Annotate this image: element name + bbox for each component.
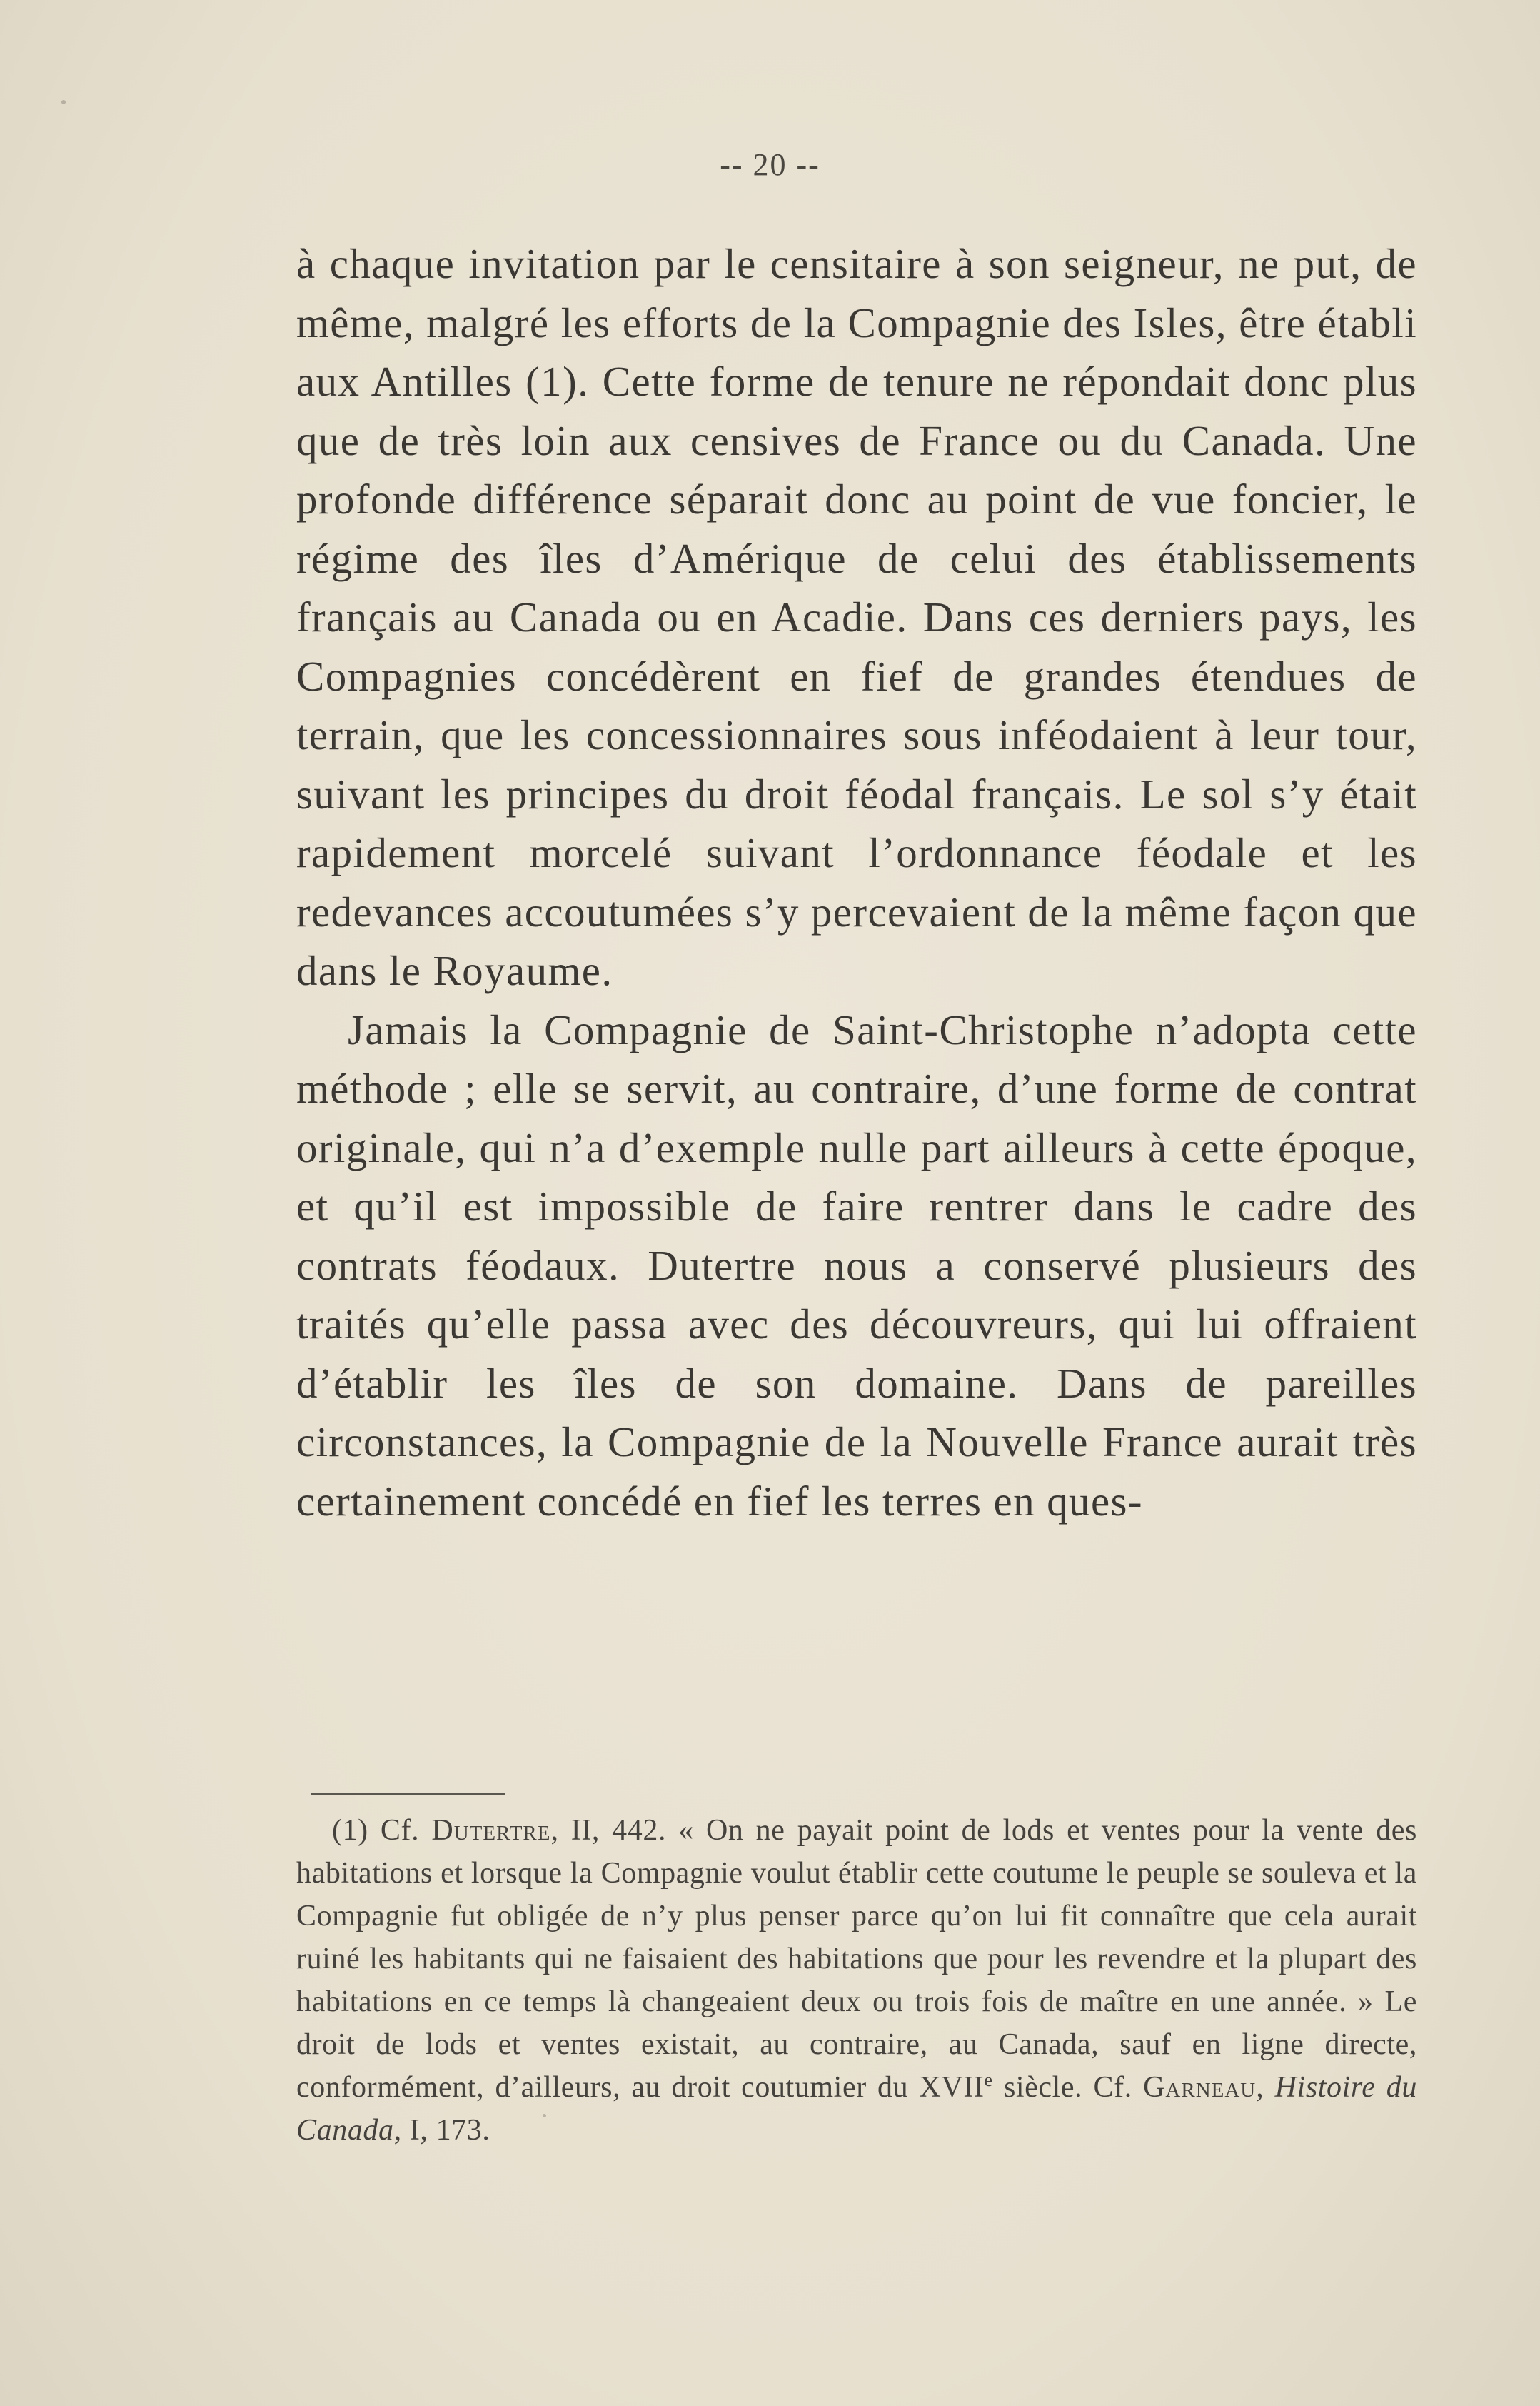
footnote-citation: , I, 173.: [393, 2114, 490, 2147]
footnote-author-garneau: Garneau: [1143, 2071, 1257, 2104]
footnote-text: , II, 442. « On ne payait point de lods et ventes pour la vente des habitations et lorsque la Compagnie voulut établir cette coutume le peuple se souleva et la Compagnie fut obligée de n’y plus penser parce qu’on lui fit connaître que cela aurait ruiné les habitants qui ne faisaient des habitations que pour les revendre et la plupart des habitations en ce temps là changeaient deux ou trois fois de maître en une année. » Le droit de lods et ventes existait, au contraire, au Canada, sauf en ligne directe, conformément, d’ailleurs, au droit coutumier du XVII: [296, 1814, 1417, 2104]
footnote-work-title: Histoire du Canada: [296, 2071, 1417, 2147]
century-superscript: e: [984, 2070, 993, 2090]
footnote-comma: ,: [1256, 2071, 1264, 2104]
paragraph-1: à chaque invitation par le censitaire à son seigneur, ne put, de même, malgré les efforts de la Compagnie des Isles, être établi aux Antilles (1). Cette forme de tenure ne répondait donc plus que de très loin aux censives de France ou du Canada. Une profonde différence séparait donc au point de vue foncier, le régime des îles d’Amérique de celui des établissements français au Canada ou en Acadie. Dans ces derniers pays, les Compagnies concédèrent en fief de grandes étendues de terrain, que les concessionnaires sous inféodaient à leur tour, suivant les principes du droit féodal français. Le sol s’y était rapidement morcelé suivant l’ordonnance féodale et les redevances accoutumées s’y percevaient de la même façon que dans le Royaume.: [296, 240, 1417, 994]
main-text: [296, 234, 1417, 1530]
footnote-author-dutertre: Dutertre: [431, 1814, 551, 1847]
footnote-marker: (1) Cf.: [332, 1814, 420, 1847]
footnote-1: [296, 1809, 1417, 2152]
footnote: [296, 1809, 1417, 2152]
paragraph-2: Jamais la Compagnie de Saint-Christophe n’adopta cette méthode ; elle se servit, au contraire, d’une forme de contrat originale, qui n’a d’exemple nulle part ailleurs à cette époque, et qu’il est impossible de faire rentrer dans le cadre des contrats féodaux. Dutertre nous a conservé plusieurs des traités qu’elle passa avec des découvreurs, qui lui offraient d’établir les îles de son domaine. Dans de pareilles circonstances, la Compagnie de la Nouvelle France aurait très certainement concédé en fief les terres en ques-: [296, 1006, 1417, 1525]
paper-speck: [61, 100, 66, 104]
page-number: -- 20 --: [720, 147, 820, 182]
footnote-text-cont: siècle. Cf.: [992, 2071, 1132, 2104]
footnote-divider: [311, 1793, 505, 1795]
